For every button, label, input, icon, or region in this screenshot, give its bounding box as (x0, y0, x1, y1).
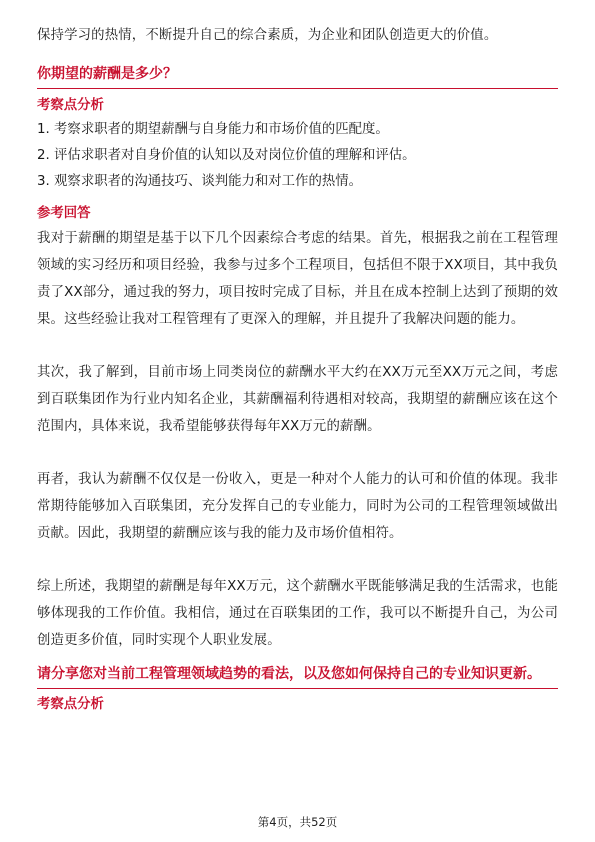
analysis-item: 2. 评估求职者对自身价值的认知以及对岗位价值的理解和评估。 (37, 148, 416, 163)
document-page (37, 22, 558, 716)
answer-paragraph: 综上所述，我期望的薪酬是每年XX万元，这个薪酬水平既能够满足我的生活需求，也能够体现我的工作价值。我相信，通过在百联集团的工作，我可以不断提升自己，为公司创造更多价值，同时实现个人职业发展。 (37, 579, 558, 648)
analysis-item: 1. 考察求职者的期望薪酬与自身能力和市场价值的匹配度。 (37, 122, 389, 137)
question-title: 你期望的薪酬是多少？ (37, 62, 558, 89)
analysis-heading: 考察点分析 (37, 98, 104, 113)
page-footer: 第4页，共52页 (257, 815, 338, 829)
next-question-title: 请分享您对当前工程管理领域趋势的看法，以及您如何保持自己的专业知识更新。 (37, 662, 558, 689)
answer-paragraph: 再者，我认为薪酬不仅仅是一份收入，更是一种对个人能力的认可和价值的体现。我非常期待能够加入百联集团，充分发挥自己的专业能力，同时为公司的工程管理领域做出贡献。因此，我期望的薪酬应该与我的能力及市场价值相符。 (37, 472, 558, 541)
answer-heading: 参考回答 (37, 206, 91, 221)
answer-paragraph: 我对于薪酬的期望是基于以下几个因素综合考虑的结果。首先，根据我之前在工程管理领域的实习经历和项目经验，我参与过多个工程项目，包括但不限于XX项目，其中我负责了XX部分，通过我的努力，项目按时完成了目标，并且在成本控制上达到了预期的效果。这些经验让我对工程管理有了更深入的理解，并且提升了我解决问题的能力。 (37, 231, 558, 327)
answer-paragraph: 其次，我了解到，目前市场上同类岗位的薪酬水平大约在XX万元至XX万元之间，考虑到百联集团作为行业内知名企业，其薪酬福利待遇相对较高，我期望的薪酬应该在这个范围内，具体来说，我希望能够获得每年XX万元的薪酬。 (37, 365, 558, 434)
intro-line: 保持学习的热情，不断提升自己的综合素质，为企业和团队创造更大的价值。 (37, 28, 498, 43)
next-analysis-heading: 考察点分析 (37, 697, 104, 712)
question-block (37, 62, 558, 654)
analysis-item: 3. 观察求职者的沟通技巧、谈判能力和对工作的热情。 (37, 174, 363, 189)
next-question-block (37, 662, 558, 716)
